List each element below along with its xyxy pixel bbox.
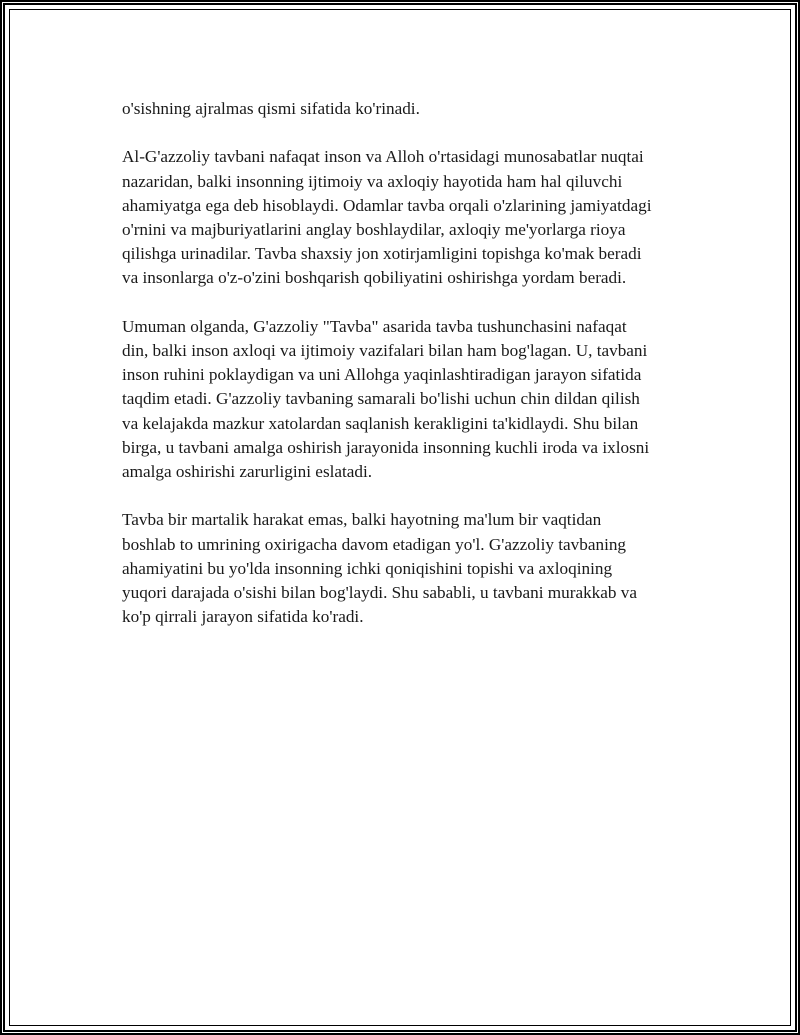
paragraph-4: [122, 508, 707, 629]
paragraph-1: [122, 97, 707, 121]
text-line: birga, u tavbani amalga oshirish jarayonida insonning kuchli iroda va ixlosni: [122, 437, 650, 457]
text-line: Umuman olganda, G'azzoliy "Tavba" asarida tavba tushunchasini nafaqat: [122, 316, 627, 336]
text-line: o'sishning ajralmas qismi sifatida ko'rinadi.: [122, 99, 420, 118]
text-line: ahamiyatga ega deb hisoblaydi. Odamlar tavba orqali o'zlarining jamiyatdagi: [122, 195, 652, 215]
text-line: yuqori darajada o'sishi bilan bog'laydi. Shu sababli, u tavbani murakkab va: [122, 583, 638, 603]
text-line: boshlab to umrining oxirigacha davom etadigan yo'l. G'azzoliy tavbaning: [122, 534, 627, 554]
text-line: o'rnini va majburiyatlarini anglay boshlaydilar, axloqiy me'yorlarga rioya: [122, 220, 626, 239]
paragraph-2: [122, 145, 707, 290]
text-line: amalga oshirishi zarurligini eslatadi.: [122, 462, 373, 482]
text-line: ko'p qirrali jarayon sifatida ko'radi.: [122, 607, 364, 627]
text-line: Al-G'azzoliy tavbani nafaqat inson va Alloh o'rtasidagi munosabatlar nuqtai: [122, 147, 644, 167]
paragraph-3: [122, 315, 707, 484]
text-line: ahamiyatini bu yo'lda insonning ichki qoniqishini topishi va axloqining: [122, 558, 613, 578]
text-line: va insonlarga o'z-o'zini boshqarish qobiliyatini oshirishga yordam beradi.: [122, 268, 627, 288]
text-line: taqdim etadi. G'azzoliy tavbaning samarali bo'lishi uchun chin dildan qilish: [122, 389, 640, 409]
text-line: Tavba bir martalik harakat emas, balki hayotning ma'lum bir vaqtidan: [122, 510, 602, 530]
text-line: inson ruhini poklaydigan va uni Allohga yaqinlashtiradigan jarayon sifatida: [122, 365, 642, 385]
text-line: din, balki inson axloqi va ijtimoiy vazifalari bilan ham bog'lagan. U, tavbani: [122, 341, 648, 360]
text-line: qilishga urinadilar. Tavba shaxsiy jon xotirjamligini topishga ko'mak beradi: [122, 244, 642, 264]
text-line: nazaridan, balki insonning ijtimoiy va axloqiy hayotida ham hal qiluvchi: [122, 171, 623, 191]
document-body: [122, 97, 707, 654]
text-line: va kelajakda mazkur xatolardan saqlanish kerakligini ta'kidlaydi. Shu bilan: [122, 413, 639, 433]
